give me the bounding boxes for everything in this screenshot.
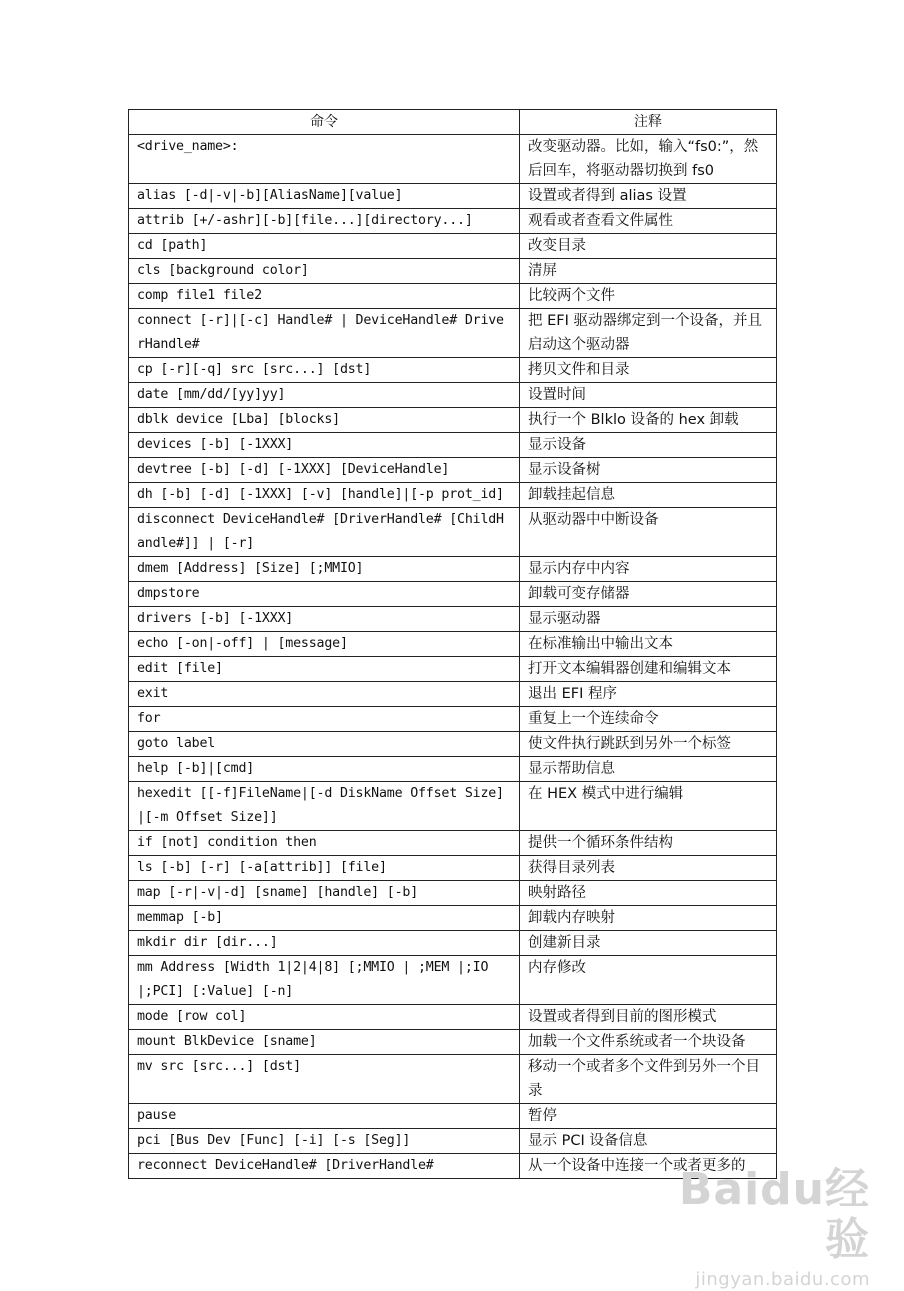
command-cell: cp [-r][-q] src [src...] [dst] <box>129 358 520 383</box>
note-cell: 显示驱动器 <box>520 607 777 632</box>
note-cell: 创建新目录 <box>520 931 777 956</box>
command-cell: map [-r|-v|-d] [sname] [handle] [-b] <box>129 881 520 906</box>
table-row <box>129 508 777 557</box>
table-row <box>129 557 777 582</box>
note-cell: 比较两个文件 <box>520 284 777 309</box>
command-cell: for <box>129 707 520 732</box>
table-row <box>129 383 777 408</box>
table-row <box>129 1055 777 1104</box>
command-cell: memmap [-b] <box>129 906 520 931</box>
command-cell: reconnect DeviceHandle# [DriverHandle# <box>129 1154 520 1179</box>
command-cell: dmpstore <box>129 582 520 607</box>
note-cell: 使文件执行跳跃到另外一个标签 <box>520 732 777 757</box>
command-cell: devices [-b] [-1XXX] <box>129 433 520 458</box>
note-cell: 改变驱动器。比如，输入“fs0:”，然后回车，将驱动器切换到 fs0 <box>520 135 777 184</box>
command-cell: help [-b]|[cmd] <box>129 757 520 782</box>
note-cell: 设置或者得到目前的图形模式 <box>520 1005 777 1030</box>
command-cell: dh [-b] [-d] [-1XXX] [-v] [handle]|[-p prot_id] <box>129 483 520 508</box>
table-row <box>129 582 777 607</box>
note-cell: 卸载内存映射 <box>520 906 777 931</box>
baidu-jingyan-watermark <box>640 1164 870 1290</box>
note-cell: 移动一个或者多个文件到另外一个目录 <box>520 1055 777 1104</box>
table-row <box>129 433 777 458</box>
table-row <box>129 782 777 831</box>
table-row <box>129 632 777 657</box>
command-cell: dmem [Address] [Size] [;MMIO] <box>129 557 520 582</box>
command-cell: <drive_name>: <box>129 135 520 184</box>
table-row <box>129 234 777 259</box>
note-cell: 显示帮助信息 <box>520 757 777 782</box>
command-cell: goto label <box>129 732 520 757</box>
command-cell: alias [-d|-v|-b][AliasName][value] <box>129 184 520 209</box>
table-row <box>129 1030 777 1055</box>
note-cell: 把 EFI 驱动器绑定到一个设备，并且启动这个驱动器 <box>520 309 777 358</box>
note-cell: 内存修改 <box>520 956 777 1005</box>
note-cell: 加载一个文件系统或者一个块设备 <box>520 1030 777 1055</box>
table-row <box>129 1005 777 1030</box>
header-note: 注释 <box>520 110 777 135</box>
command-cell: connect [-r]|[-c] Handle# | DeviceHandle# DriverHandle# <box>129 309 520 358</box>
command-cell: mount BlkDevice [sname] <box>129 1030 520 1055</box>
table-header-row <box>129 110 777 135</box>
watermark-url: jingyan.baidu.com <box>695 1269 870 1290</box>
command-cell: edit [file] <box>129 657 520 682</box>
table-row <box>129 135 777 184</box>
table-row <box>129 956 777 1005</box>
table-row <box>129 906 777 931</box>
command-cell: pci [Bus Dev [Func] [-i] [-s [Seg]] <box>129 1129 520 1154</box>
command-cell: date [mm/dd/[yy]yy] <box>129 383 520 408</box>
table-body <box>129 135 777 1179</box>
command-cell: if [not] condition then <box>129 831 520 856</box>
table-row <box>129 483 777 508</box>
note-cell: 改变目录 <box>520 234 777 259</box>
table-row <box>129 657 777 682</box>
note-cell: 显示 PCI 设备信息 <box>520 1129 777 1154</box>
command-cell: comp file1 file2 <box>129 284 520 309</box>
note-cell: 重复上一个连续命令 <box>520 707 777 732</box>
table-row <box>129 732 777 757</box>
table-row <box>129 184 777 209</box>
command-cell: exit <box>129 682 520 707</box>
command-cell: mv src [src...] [dst] <box>129 1055 520 1104</box>
note-cell: 提供一个循环条件结构 <box>520 831 777 856</box>
command-cell: hexedit [[-f]FileName|[-d DiskName Offset Size]|[-m Offset Size]] <box>129 782 520 831</box>
note-cell: 显示设备树 <box>520 458 777 483</box>
note-cell: 从一个设备中连接一个或者更多的 <box>520 1154 777 1179</box>
command-cell: dblk device [Lba] [blocks] <box>129 408 520 433</box>
table-row <box>129 309 777 358</box>
note-cell: 设置或者得到 alias 设置 <box>520 184 777 209</box>
command-cell: drivers [-b] [-1XXX] <box>129 607 520 632</box>
command-cell: cls [background color] <box>129 259 520 284</box>
table-row <box>129 682 777 707</box>
table-row <box>129 707 777 732</box>
command-cell: mm Address [Width 1|2|4|8] [;MMIO | ;MEM |;IO |;PCI] [:Value] [-n] <box>129 956 520 1005</box>
note-cell: 映射路径 <box>520 881 777 906</box>
table-row <box>129 209 777 234</box>
note-cell: 获得目录列表 <box>520 856 777 881</box>
note-cell: 在 HEX 模式中进行编辑 <box>520 782 777 831</box>
note-cell: 清屏 <box>520 259 777 284</box>
command-cell: echo [-on|-off] | [message] <box>129 632 520 657</box>
note-cell: 卸载可变存储器 <box>520 582 777 607</box>
table-row <box>129 259 777 284</box>
table-row <box>129 284 777 309</box>
table-row <box>129 1104 777 1129</box>
table-row <box>129 881 777 906</box>
efi-command-table <box>128 109 777 1179</box>
table-row <box>129 931 777 956</box>
note-cell: 打开文本编辑器创建和编辑文本 <box>520 657 777 682</box>
command-cell: disconnect DeviceHandle# [DriverHandle# [ChildHandle#]] | [-r] <box>129 508 520 557</box>
note-cell: 在标准输出中输出文本 <box>520 632 777 657</box>
table-row <box>129 831 777 856</box>
command-cell: cd [path] <box>129 234 520 259</box>
note-cell: 拷贝文件和目录 <box>520 358 777 383</box>
watermark-logo: Baidu经验 <box>678 1164 870 1265</box>
command-cell: ls [-b] [-r] [-a[attrib]] [file] <box>129 856 520 881</box>
command-cell: pause <box>129 1104 520 1129</box>
note-cell: 暂停 <box>520 1104 777 1129</box>
command-cell: devtree [-b] [-d] [-1XXX] [DeviceHandle] <box>129 458 520 483</box>
header-command: 命令 <box>129 110 520 135</box>
note-cell: 执行一个 Blklo 设备的 hex 卸载 <box>520 408 777 433</box>
table-row <box>129 1129 777 1154</box>
table-row <box>129 458 777 483</box>
table-row <box>129 358 777 383</box>
table-row <box>129 757 777 782</box>
note-cell: 观看或者查看文件属性 <box>520 209 777 234</box>
note-cell: 设置时间 <box>520 383 777 408</box>
command-cell: mode [row col] <box>129 1005 520 1030</box>
note-cell: 从驱动器中中断设备 <box>520 508 777 557</box>
command-cell: mkdir dir [dir...] <box>129 931 520 956</box>
table-row <box>129 408 777 433</box>
note-cell: 显示设备 <box>520 433 777 458</box>
table-row <box>129 607 777 632</box>
note-cell: 显示内存中内容 <box>520 557 777 582</box>
command-cell: attrib [+/-ashr][-b][file...][directory...] <box>129 209 520 234</box>
note-cell: 退出 EFI 程序 <box>520 682 777 707</box>
table-row <box>129 856 777 881</box>
note-cell: 卸载挂起信息 <box>520 483 777 508</box>
